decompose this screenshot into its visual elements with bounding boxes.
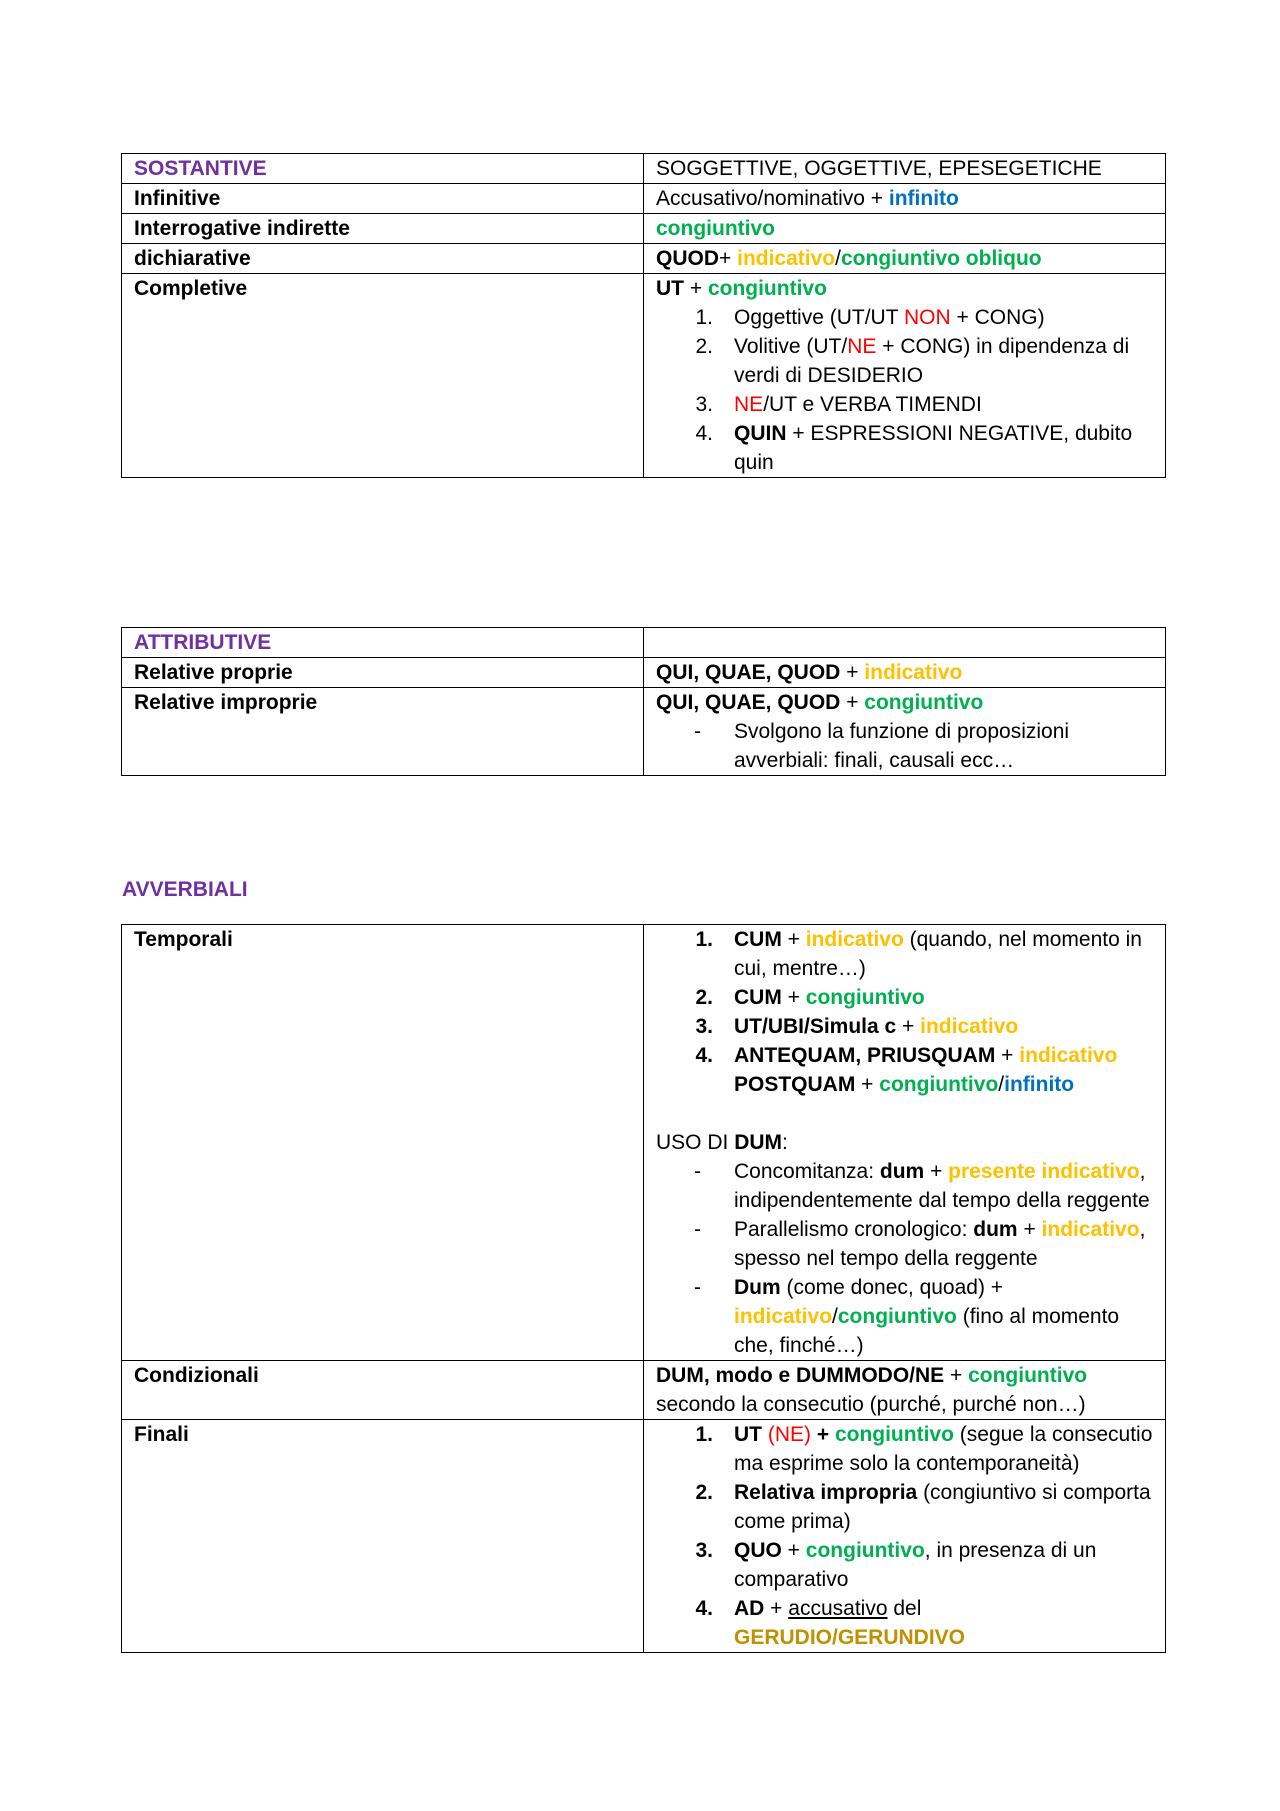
table-cell [644,1361,1166,1420]
list-item [656,1420,1155,1478]
table-cell [644,244,1166,274]
mood-congiuntivo: congiuntivo [805,1539,925,1562]
section-heading-avverbiali: AVVERBIALI [122,878,248,901]
table-cell [122,1361,644,1420]
table-row [122,1361,1166,1420]
table-cell [122,184,644,214]
item-text: , spesso nel tempo della reggente [734,1218,1146,1270]
slash: / [835,247,841,270]
table-row [122,925,1166,1361]
list-item [656,1012,1155,1041]
table-row [122,244,1166,274]
negation: NE [847,335,877,358]
plus: + [995,1044,1020,1067]
keyword: dum [973,1218,1018,1241]
keyword: AD [734,1597,765,1620]
gerund-text: GERUDIO/GERUNDIVO [734,1626,966,1649]
list-number: 1. [695,1423,713,1446]
item-text: , in presenza di un comparativo [734,1539,1097,1591]
row-label-dichiarative: dichiarative [134,247,251,270]
mood-congiuntivo-obliquo: congiuntivo obliquo [840,247,1042,270]
table-cell [644,688,1166,776]
list-item [656,1041,1155,1070]
table-cell [644,154,1166,184]
table-cell [644,628,1166,658]
list-item [656,717,1155,775]
table-row [122,154,1166,184]
mood-indicativo: indicativo [920,1015,1019,1038]
item-text: , indipendentemente dal tempo della reggente [734,1160,1150,1212]
keyword: UT [656,277,684,300]
table-cell [644,184,1166,214]
table-row [122,628,1166,658]
table-cell [122,658,644,688]
table-row [122,688,1166,776]
colon: : [782,1131,788,1154]
item-text: + CONG) in dipendenza di verdi di DESIDERIO [734,335,1130,387]
list-item [656,332,1155,390]
item-text: secondo la consecutio (purché, purché non…) [656,1393,1086,1416]
mood-infinito: infinito [1004,1073,1075,1096]
mood-congiuntivo: congiuntivo [864,691,984,714]
table-cell [644,274,1166,478]
table-cell [122,274,644,478]
row-label-completive: Completive [134,277,248,300]
slash: / [998,1073,1005,1096]
table-attributive [121,627,1166,776]
row-label-infinitive: Infinitive [134,187,221,210]
item-text: /UT e VERBA TIMENDI [763,393,982,416]
list-item [656,1594,1155,1652]
item-text: (come donec, quoad) + [780,1276,1004,1299]
list-number: 3. [695,393,713,416]
plus: + [781,1539,806,1562]
list-number: 1. [695,306,713,329]
row-label-finali: Finali [134,1423,189,1446]
list-item [656,390,1155,419]
plus: + [1017,1218,1042,1241]
plus: + [719,247,738,270]
keyword: CUM [734,986,782,1009]
list-item [656,1536,1155,1594]
table-row [122,214,1166,244]
item-text: (quando, nel momento in cui, mentre…) [734,928,1142,980]
item-text: Oggettive (UT/UT [734,306,904,329]
negation: (NE) [762,1423,811,1446]
plus: + [896,1015,921,1038]
list-number: 1. [695,928,713,951]
keyword: DUM, modo e DUMMODO/NE [656,1364,945,1387]
table-cell [122,688,644,776]
table-cell [644,214,1166,244]
keyword: QUO [734,1539,782,1562]
list-number: 2. [695,986,713,1009]
mood-indicativo: indicativo [805,928,904,951]
mood-congiuntivo: congiuntivo [879,1073,999,1096]
mood-indicativo: indicativo [734,1305,833,1328]
mood-congiuntivo: congiuntivo [805,986,925,1009]
item-text: (congiuntivo si comporta come prima) [734,1481,1151,1533]
header-sostantive: SOSTANTIVE [134,157,267,180]
table-avverbiali [121,924,1166,1653]
keyword: UT/UBI/Simula c [734,1015,897,1038]
item-text: (segue la consecutio ma esprime solo la contemporaneità) [734,1423,1153,1475]
keyword: dum [879,1160,925,1183]
list-dash: - [694,720,701,743]
table-row [122,184,1166,214]
table-cell [122,628,644,658]
keyword: QUI, QUAE, QUOD [656,661,841,684]
keyword: ANTEQUAM, PRIUSQUAM [734,1044,996,1067]
plus: + [764,1597,789,1620]
list-item [656,1478,1155,1536]
table-cell [122,214,644,244]
mood-congiuntivo: congiuntivo [707,277,827,300]
list-number: 4. [695,422,713,445]
list-item [656,419,1155,477]
keyword: Dum [734,1276,781,1299]
plus: + [855,1073,880,1096]
plus: + [944,1364,969,1387]
list-number: 2. [695,335,713,358]
keyword: CUM [734,928,782,951]
plus: + [924,1160,949,1183]
list-item [656,1215,1155,1273]
negation: NE [734,393,764,416]
keyword: Relativa impropria [734,1481,918,1504]
plus: + [840,661,865,684]
list-number: 3. [695,1015,713,1038]
item-text: Parallelismo cronologico: [734,1218,974,1241]
list-dash: - [694,1218,701,1241]
header-sostantive-types: SOGGETTIVE, OGGETTIVE, EPESEGETICHE [656,157,1102,180]
item-text: (fino al momento che, finché…) [734,1305,1120,1357]
table-cell [122,154,644,184]
list-item [656,925,1155,983]
negation: NON [904,306,951,329]
list-dash: - [694,1160,701,1183]
underlined-text: accusativo [788,1597,888,1620]
item-text: del [887,1597,922,1620]
keyword: QUOD [656,247,719,270]
table-sostantive [121,153,1166,478]
dum-title-text: USO DI [656,1131,735,1154]
list-item [656,1273,1155,1360]
table-cell [644,658,1166,688]
mood-indicativo: indicativo [864,661,963,684]
table-row [122,1420,1166,1653]
mood-congiuntivo: congiuntivo [834,1423,954,1446]
table-cell [122,1420,644,1653]
table-row [122,658,1166,688]
list-dash: - [694,1276,701,1299]
infinitive-text: Accusativo/nominativo + [656,187,889,210]
keyword: POSTQUAM [734,1073,856,1096]
row-label-relative-improprie: Relative improprie [134,691,318,714]
list-number: 4. [695,1597,713,1620]
plus: + [811,1423,835,1446]
plus: + [840,691,865,714]
table-row [122,274,1166,478]
keyword: QUIN [734,422,787,445]
item-text: Volitive (UT/ [734,335,848,358]
slash: / [832,1305,838,1328]
table-cell [122,244,644,274]
item-text: + ESPRESSIONI NEGATIVE, dubito quin [734,422,1133,474]
mood-presente-indicativo: presente indicativo [948,1160,1140,1183]
list-item [656,1157,1155,1215]
dum-title [656,1128,1155,1157]
mood-infinito: infinito [888,187,959,210]
table-cell [644,925,1166,1361]
item-text: + CONG) [950,306,1045,329]
header-attributive: ATTRIBUTIVE [134,631,272,654]
item-text: Svolgono la funzione di proposizioni avverbiali: finali, causali ecc… [734,720,1070,772]
mood-congiuntivo: congiuntivo [656,217,775,240]
list-number: 2. [695,1481,713,1504]
plus: + [781,986,806,1009]
row-label-relative-proprie: Relative proprie [134,661,293,684]
item-text: Concomitanza: [734,1160,880,1183]
list-item [656,303,1155,332]
mood-congiuntivo: congiuntivo [837,1305,957,1328]
row-label-interrogative: Interrogative indirette [134,217,350,240]
table-cell [122,925,644,1361]
keyword: QUI, QUAE, QUOD [656,691,841,714]
plus: + [781,928,806,951]
mood-indicativo: indicativo [1041,1218,1140,1241]
list-item [656,983,1155,1012]
postquam-line [656,1070,1155,1099]
mood-indicativo: indicativo [737,247,836,270]
mood-congiuntivo: congiuntivo [968,1364,1088,1387]
mood-indicativo: indicativo [1019,1044,1118,1067]
row-label-condizionali: Condizionali [134,1364,259,1387]
plus: + [684,277,708,300]
keyword: DUM [734,1131,783,1154]
row-label-temporali: Temporali [134,928,233,951]
list-number: 4. [695,1044,713,1067]
table-cell [644,1420,1166,1653]
keyword: UT [734,1423,762,1446]
list-number: 3. [695,1539,713,1562]
